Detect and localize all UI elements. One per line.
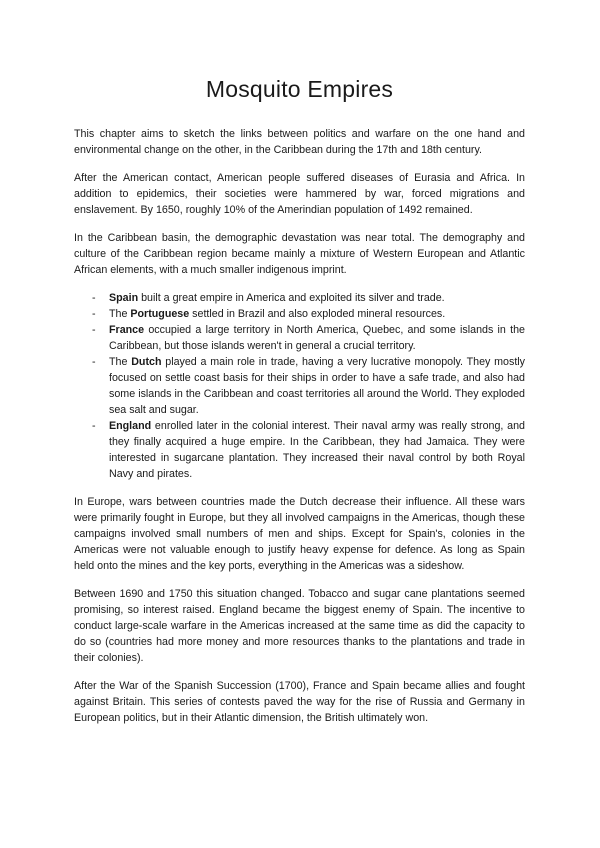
empires-list	[74, 290, 525, 482]
paragraph-caribbean-basin: In the Caribbean basin, the demographic devastation was near total. The demography and culture of the Caribbean region became mainly a mixture of Western European and Atlantic African elements, with a much smaller indigenous imprint.	[74, 232, 525, 276]
bullet-term: France	[109, 324, 145, 336]
bullet-term: Dutch	[131, 356, 162, 368]
bullet-dash: -	[92, 308, 96, 320]
bullet-term: Portuguese	[130, 308, 190, 320]
bullet-text: played a main role in trade, having a very lucrative monopoly. They mostly focused on settle coast basis for their ships in order to have a safe trade, and also had some islands in the Caribbean and coast territories all around the World. They exploded sea salt and sugar.	[109, 356, 526, 416]
list-item-france	[92, 322, 525, 354]
bullet-dash: -	[92, 292, 96, 304]
bullet-dash: -	[92, 356, 96, 368]
list-item-spain	[92, 290, 525, 306]
paragraph-europe-wars: In Europe, wars between countries made the Dutch decrease their influence. All these wars were primarily fought in Europe, but they all involved campaigns in the Americas, though these campaigns involved small numbers of men and ships. Except for Spain's, colonies in the Americas were not valuable enough to justify heavy expense for defence. As long as Spain held onto the mines and the key ports, everything in the Americas was a sideshow.	[74, 496, 525, 572]
paragraph-1690-1750: Between 1690 and 1750 this situation changed. Tobacco and sugar cane plantations seemed promising, so interest raised. England became the biggest enemy of Spain. The incentive to conduct large-scale warfare in the Americas increased at the same time as did the capacity to do so (countries had more money and more resources thanks to the plantations and trade in their colonies).	[74, 588, 525, 664]
bullet-dash: -	[92, 420, 96, 432]
list-item-portuguese	[92, 306, 525, 322]
bullet-text: built a great empire in America and exploited its silver and trade.	[138, 292, 445, 304]
list-item-dutch	[92, 354, 525, 418]
bullet-text: enrolled later in the colonial interest. Their naval army was really strong, and they finally acquired a huge empire. In the Caribbean, they had Jamaica. They were interested in sugarcane plantation. They increased their naval control by both Royal Navy and pirates.	[109, 420, 525, 480]
page-title: Mosquito Empires	[205, 76, 394, 102]
paragraph-spanish-succession: After the War of the Spanish Succession (1700), France and Spain became allies and fought against Britain. This series of contests paved the way for the rise of Russia and Germany in European politics, but in their Atlantic dimension, the British ultimately won.	[74, 680, 525, 724]
bullet-dash: -	[92, 324, 96, 336]
bullet-term: Spain	[109, 292, 139, 304]
bullet-term: England	[109, 420, 152, 432]
paragraph-intro: This chapter aims to sketch the links between politics and warfare on the one hand and environmental change on the other, in the Caribbean during the 17th and 18th century.	[74, 128, 525, 156]
bullet-prefix: The	[109, 308, 131, 320]
bullet-text: settled in Brazil and also exploded mineral resources.	[189, 308, 446, 320]
paragraph-american-contact: After the American contact, American people suffered diseases of Eurasia and Africa. In addition to epidemics, their societies were hammered by war, forced migrations and enslavement. By 1650, roughly 10% of the Amerindian population of 1492 remained.	[74, 172, 525, 216]
bullet-prefix: The	[109, 356, 132, 368]
bullet-text: occupied a large territory in North America, Quebec, and some islands in the Caribbean, but those islands weren't in general a crucial territory.	[109, 324, 525, 352]
list-item-england	[92, 418, 525, 482]
